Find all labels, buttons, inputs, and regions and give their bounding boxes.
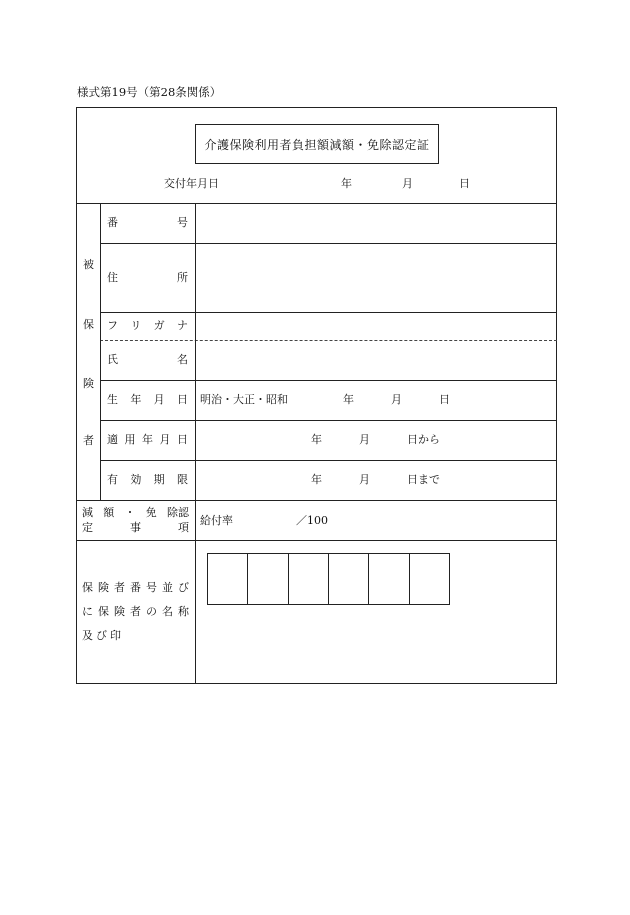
- label-effective-date: 適 用 年 月 日: [107, 433, 188, 446]
- label-number: 番 号: [107, 216, 188, 229]
- divider-reduction-bottom: [76, 540, 557, 541]
- expiry-day-unit: 日まで: [407, 473, 440, 486]
- divider-birth-row: [100, 420, 557, 421]
- reduction-label-line1: 減 額 ・ 免 除認: [82, 506, 189, 519]
- birth-era-options: 明治・大正・昭和: [200, 393, 288, 406]
- label-expiry: 有 効 期 限: [107, 473, 188, 486]
- insurer-number-digit-4[interactable]: [329, 554, 369, 604]
- birth-month-unit: 月: [391, 393, 402, 406]
- insurer-number-digit-1[interactable]: [208, 554, 248, 604]
- side-char-2: 保: [83, 318, 94, 331]
- side-char-3: 険: [83, 377, 94, 390]
- insurer-label-line3: 及び印: [82, 629, 124, 642]
- benefit-rate-label: 給付率: [200, 514, 233, 527]
- label-name: 氏 名: [107, 353, 188, 366]
- insurer-number-digit-6[interactable]: [410, 554, 449, 604]
- certificate-title: 介護保険利用者負担額減額・免除認定証: [195, 124, 439, 164]
- label-birth-date: 生 年 月 日: [107, 393, 188, 406]
- insurer-number-digit-2[interactable]: [248, 554, 288, 604]
- insurer-number-boxes: [207, 553, 450, 605]
- insurer-label-line2: に 保 険 者 の 名 称: [82, 605, 189, 618]
- divider-name-row: [100, 380, 557, 381]
- issue-month-unit: 月: [402, 177, 413, 190]
- divider-furigana-dashed: [100, 340, 557, 341]
- label-address: 住 所: [107, 271, 188, 284]
- issue-year-unit: 年: [341, 177, 352, 190]
- insurer-number-digit-3[interactable]: [289, 554, 329, 604]
- birth-day-unit: 日: [439, 393, 450, 406]
- side-char-4: 者: [83, 434, 94, 447]
- form-number-label: 様式第19号（第28条関係）: [77, 85, 222, 99]
- reduction-label-line2: 定 事 項: [82, 521, 189, 534]
- side-char-1: 被: [83, 258, 94, 271]
- insurer-label-line1: 保 険 者 番 号 並 び: [82, 581, 189, 594]
- divider-address-row: [100, 312, 557, 313]
- label-furigana: フ リ ガ ナ: [107, 319, 188, 332]
- divider-label-column: [195, 203, 196, 684]
- divider-number-row: [100, 243, 557, 244]
- divider-side-column: [100, 203, 101, 500]
- effective-year-unit: 年: [311, 433, 322, 446]
- divider-header: [76, 203, 557, 204]
- issue-date-label: 交付年月日: [164, 177, 219, 190]
- benefit-rate-suffix: ／100: [296, 514, 328, 527]
- divider-insured-bottom: [76, 500, 557, 501]
- expiry-month-unit: 月: [359, 473, 370, 486]
- birth-year-unit: 年: [343, 393, 354, 406]
- effective-day-unit: 日から: [407, 433, 440, 446]
- expiry-year-unit: 年: [311, 473, 322, 486]
- divider-effective-row: [100, 460, 557, 461]
- issue-day-unit: 日: [459, 177, 470, 190]
- insurer-number-digit-5[interactable]: [369, 554, 409, 604]
- effective-month-unit: 月: [359, 433, 370, 446]
